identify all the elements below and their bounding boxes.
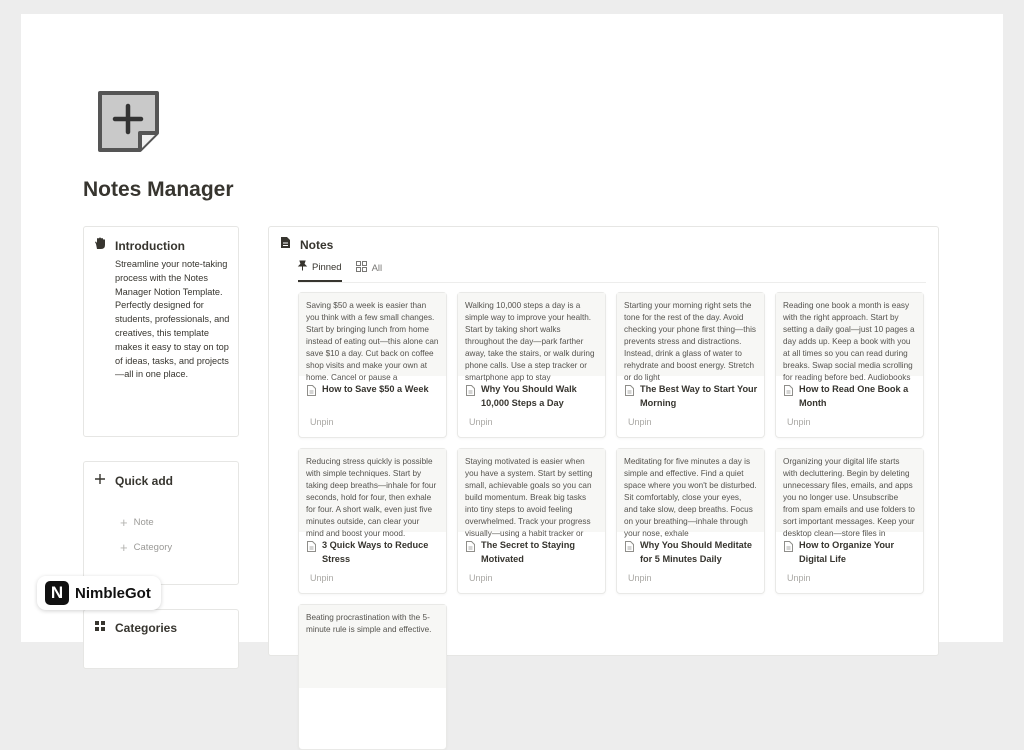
note-title: Why You Should Walk 10,000 Steps a Day (481, 384, 577, 408)
unpin-button[interactable]: Unpin (469, 573, 493, 583)
note-title: 3 Quick Ways to Reduce Stress (322, 540, 429, 564)
note-preview: Reading one book a month is easy with the right approach. Start by setting a daily goal—just 10 pages a day adds up. Keep a book with you at all times so you can read during breaks. Swap social media scrolling for reading before bed. Audiobooks (776, 293, 923, 376)
grid-icon (356, 261, 367, 275)
note-card[interactable] (616, 292, 765, 438)
note-preview: Beating procrastination with the 5-minute rule is simple and effective. (299, 605, 446, 688)
page-icon (466, 541, 475, 567)
tab-all-label: All (371, 262, 383, 274)
note-add-icon[interactable] (95, 88, 165, 158)
page-icon (784, 385, 793, 411)
note-card[interactable] (457, 448, 606, 594)
note-preview: Saving $50 a week is easier than you think with a few small changes. Start by bringing lunch from home instead of eating out—this alone can save $10 a day. Cut back on coffee shop visits and make your own at home. Cancel or pause a (299, 293, 446, 376)
notes-title: Notes (300, 238, 334, 252)
notion-page (21, 14, 1003, 642)
nimblegot-logo: N (45, 581, 69, 605)
tabs-divider (298, 282, 926, 283)
page-icon (307, 385, 316, 401)
add-category-button[interactable] (114, 537, 178, 557)
tab-all[interactable] (356, 260, 383, 282)
add-note-label: Note (133, 516, 154, 528)
note-title: How to Organize Your Digital Life (799, 540, 895, 564)
note-card[interactable] (298, 604, 447, 750)
hand-icon (94, 237, 106, 255)
page-icon (784, 541, 793, 567)
introduction-text: Streamline your note-taking process with the Notes Manager Notion Template. Perfectly designed for students, professionals, and creatives, this template makes it easy to stay on top of ideas, tasks, and projects—all in one place. (115, 259, 230, 380)
add-category-label: Category (133, 541, 173, 553)
note-card[interactable] (298, 292, 447, 438)
unpin-button[interactable]: Unpin (310, 573, 334, 583)
plus-icon: + (120, 539, 128, 555)
plus-icon (94, 472, 106, 490)
unpin-button[interactable]: Unpin (310, 417, 334, 427)
note-title: How to Read One Book a Month (799, 384, 909, 408)
nimblegot-badge (37, 576, 161, 610)
quick-add-callout (83, 461, 239, 585)
note-preview: Reducing stress quickly is possible with simple techniques. Start by taking deep breaths—inhale for four seconds, hold for four, then exhale for four. A short walk, even just five minutes outside, can clear your mind and boost your mood. (299, 449, 446, 532)
document-icon (280, 236, 291, 254)
note-card[interactable] (775, 292, 924, 438)
tab-pinned[interactable] (298, 260, 342, 282)
note-title: The Secret to Staying Motivated (481, 540, 575, 564)
note-title: Why You Should Meditate for 5 Minutes Daily (640, 540, 752, 564)
categories-title: Categories (115, 621, 178, 635)
page-icon (307, 541, 316, 567)
page-title: Notes Manager (83, 178, 234, 201)
page-icon (625, 541, 634, 567)
unpin-button[interactable]: Unpin (787, 417, 811, 427)
categories-icon (94, 619, 106, 637)
unpin-button[interactable]: Unpin (628, 573, 652, 583)
note-preview: Staying motivated is easier when you have a system. Start by setting small, achievable goals so you can build momentum. Break big tasks into tiny steps to avoid feeling overwhelmed. Track your progress visually—using a habit tracker or (458, 449, 605, 532)
note-preview: Walking 10,000 steps a day is a simple way to improve your health. Start by taking short walks throughout the day—park farther away, take the stairs, or walk during phone calls. Use a step tracker or smartphone app to stay (458, 293, 605, 376)
plus-icon: + (120, 514, 128, 530)
note-card[interactable] (298, 448, 447, 594)
note-title: The Best Way to Start Your Morning (640, 384, 758, 408)
tab-pinned-label: Pinned (312, 261, 342, 273)
categories-callout (83, 609, 239, 669)
note-preview: Organizing your digital life starts with decluttering. Begin by deleting unnecessary files, emails, and apps you no longer use. Unsubscribe from spam emails and use folders to sort important messages. Keep your desktop clean—store files in (776, 449, 923, 532)
note-card[interactable] (775, 448, 924, 594)
page-icon (466, 385, 475, 411)
view-tabs (298, 260, 382, 282)
pin-icon (298, 260, 307, 274)
unpin-button[interactable]: Unpin (628, 417, 652, 427)
nimblegot-name: NimbleGot (75, 584, 151, 602)
introduction-title: Introduction (115, 239, 185, 253)
note-preview: Meditating for five minutes a day is simple and effective. Find a quiet space where you won't be disturbed. Sit comfortably, close your eyes, and take slow, deep breaths. Focus on your breathing—inhale through your nose, exhale (617, 449, 764, 532)
unpin-button[interactable]: Unpin (787, 573, 811, 583)
add-note-button[interactable] (114, 512, 160, 532)
note-card[interactable] (457, 292, 606, 438)
unpin-button[interactable]: Unpin (469, 417, 493, 427)
introduction-callout (83, 226, 239, 437)
notes-database (268, 226, 939, 656)
note-card[interactable] (616, 448, 765, 594)
note-preview: Starting your morning right sets the tone for the rest of the day. Avoid checking your phone first thing—this prevents stress and distractions. Instead, drink a glass of water to rehydrate and boost energy. Stretch or do light (617, 293, 764, 376)
page-icon (625, 385, 634, 411)
note-title: How to Save $50 a Week (322, 384, 429, 394)
quick-add-title: Quick add (115, 474, 174, 488)
